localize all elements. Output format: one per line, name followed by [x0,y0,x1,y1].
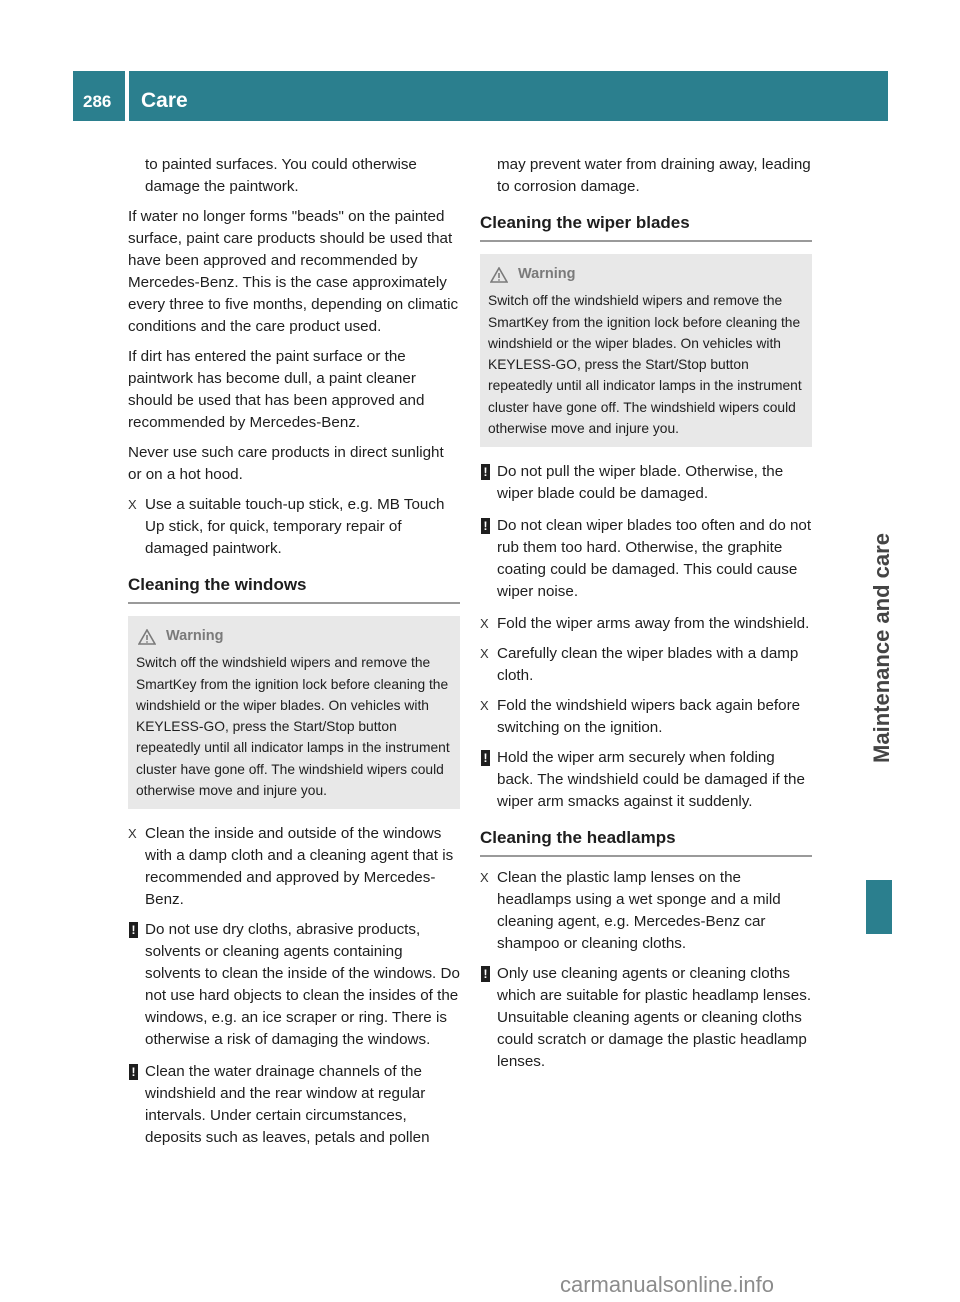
instruction-step: X Clean the plastic lamp lenses on the headlamps using a wet sponge and a mild cleaning agent, e.g. Mercedes-Benz car shampoo or cleaning cloths. [480,869,781,953]
paragraph: If water no longer forms "beads" on the painted surface, paint care products should be used that have been approved and recommended by Mercedes-Benz. This is the case approximately every three to five months, depending on climatic conditions and the care product used. [128,208,459,335]
warning-text: Switch off the windshield wipers and remove the SmartKey from the ignition lock before cleaning the windshield or the wiper blades. On vehicles with KEYLESS-GO, press the Start/Stop button repeatedly until all indicator lamps in the instrument cluster have gone off. The windshield wipers could otherwise move and injure you. [488,293,802,437]
warning-title: Warning [518,266,576,282]
paragraph: to painted surfaces. You could otherwise damage the paintwork. [145,156,417,195]
caution-note: ! Do not use dry cloths, abrasive products, solvents or cleaning agents containing solvents to clean the inside of the windows. Do not use hard objects to clean the insides of the windows, e.g. an ice scraper or ring. There is otherwise a risk of damaging the windows. [128,919,460,1051]
page-number: 286 [83,92,112,111]
warning-box [128,616,460,809]
step-arrow-icon: X [480,870,489,886]
warning-title: Warning [166,628,224,644]
instruction-step: X Fold the wiper arms away from the windshield. [480,613,812,635]
instruction-step: X Use a suitable touch-up stick, e.g. MB Touch Up stick, for quick, temporary repair of damaged paintwork. [128,496,445,557]
warning-triangle-icon [138,629,156,645]
paragraph: If dirt has entered the paint surface or the paintwork has become dull, a paint cleaner should be used that has been approved and recommended by Mercedes-Benz. [128,348,425,431]
caution-icon: ! [481,750,490,766]
left-column [128,154,460,1159]
caution-note: ! Clean the water drainage channels of the windshield and the rear window at regular intervals. Under certain circumstances, deposits such as leaves, petals and pollen [128,1061,460,1149]
step-arrow-icon: X [480,646,489,662]
section-title: Care [141,89,188,112]
step-arrow-icon: X [128,826,137,842]
instruction-step: X Clean the inside and outside of the windows with a damp cloth and a cleaning agent that is recommended and approved by Mercedes-Benz. [128,825,454,909]
caution-note: ! Do not clean wiper blades too often and do not rub them too hard. Otherwise, the graphite coating could be damaged. This could cause wiper noise. [480,515,812,603]
caution-note: ! Hold the wiper arm securely when folding back. The windshield could be damaged if the wiper arm smacks against it suddenly. [480,747,812,813]
paragraph: Never use such care products in direct sunlight or on a hot hood. [128,444,444,483]
step-arrow-icon: X [480,698,489,714]
page-number-box [73,71,125,121]
caution-icon: ! [129,922,138,938]
heading-cleaning-windows: Cleaning the windows [128,574,460,604]
caution-note: ! Do not pull the wiper blade. Otherwise, the wiper blade could be damaged. [480,461,812,505]
paragraph: may prevent water from draining away, leading to corrosion damage. [497,156,811,195]
heading-cleaning-wiper-blades: Cleaning the wiper blades [480,212,812,242]
caution-icon: ! [481,966,490,982]
warning-box [480,254,812,447]
header-bar [73,71,888,121]
heading-cleaning-headlamps: Cleaning the headlamps [480,827,812,857]
warning-triangle-icon [490,267,508,283]
caution-icon: ! [481,518,490,534]
instruction-step: X Fold the windshield wipers back again before switching on the ignition. [480,697,801,737]
header-divider [125,71,129,121]
watermark: carmanualsonline.info [560,1272,775,1297]
warning-text: Switch off the windshield wipers and remove the SmartKey from the ignition lock before cleaning the windshield or the wiper blades. On vehicles with KEYLESS-GO, press the Start/Stop button repeatedly until all indicator lamps in the instrument cluster have gone off. The windshield wipers could otherwise move and injure you. [136,655,450,799]
caution-icon: ! [129,1064,138,1080]
side-tab-label: Maintenance and care [869,533,894,763]
step-arrow-icon: X [480,616,489,632]
instruction-step: X Carefully clean the wiper blades with a damp cloth. [480,645,799,685]
right-column [480,154,812,1083]
step-arrow-icon: X [128,497,137,512]
caution-icon: ! [481,464,490,480]
side-tab-marker [866,880,892,934]
caution-note: ! Only use cleaning agents or cleaning cloths which are suitable for plastic headlamp lenses. Unsuitable cleaning agents or cleaning cloths could scratch or damage the plastic headlamp lenses. [480,963,812,1073]
